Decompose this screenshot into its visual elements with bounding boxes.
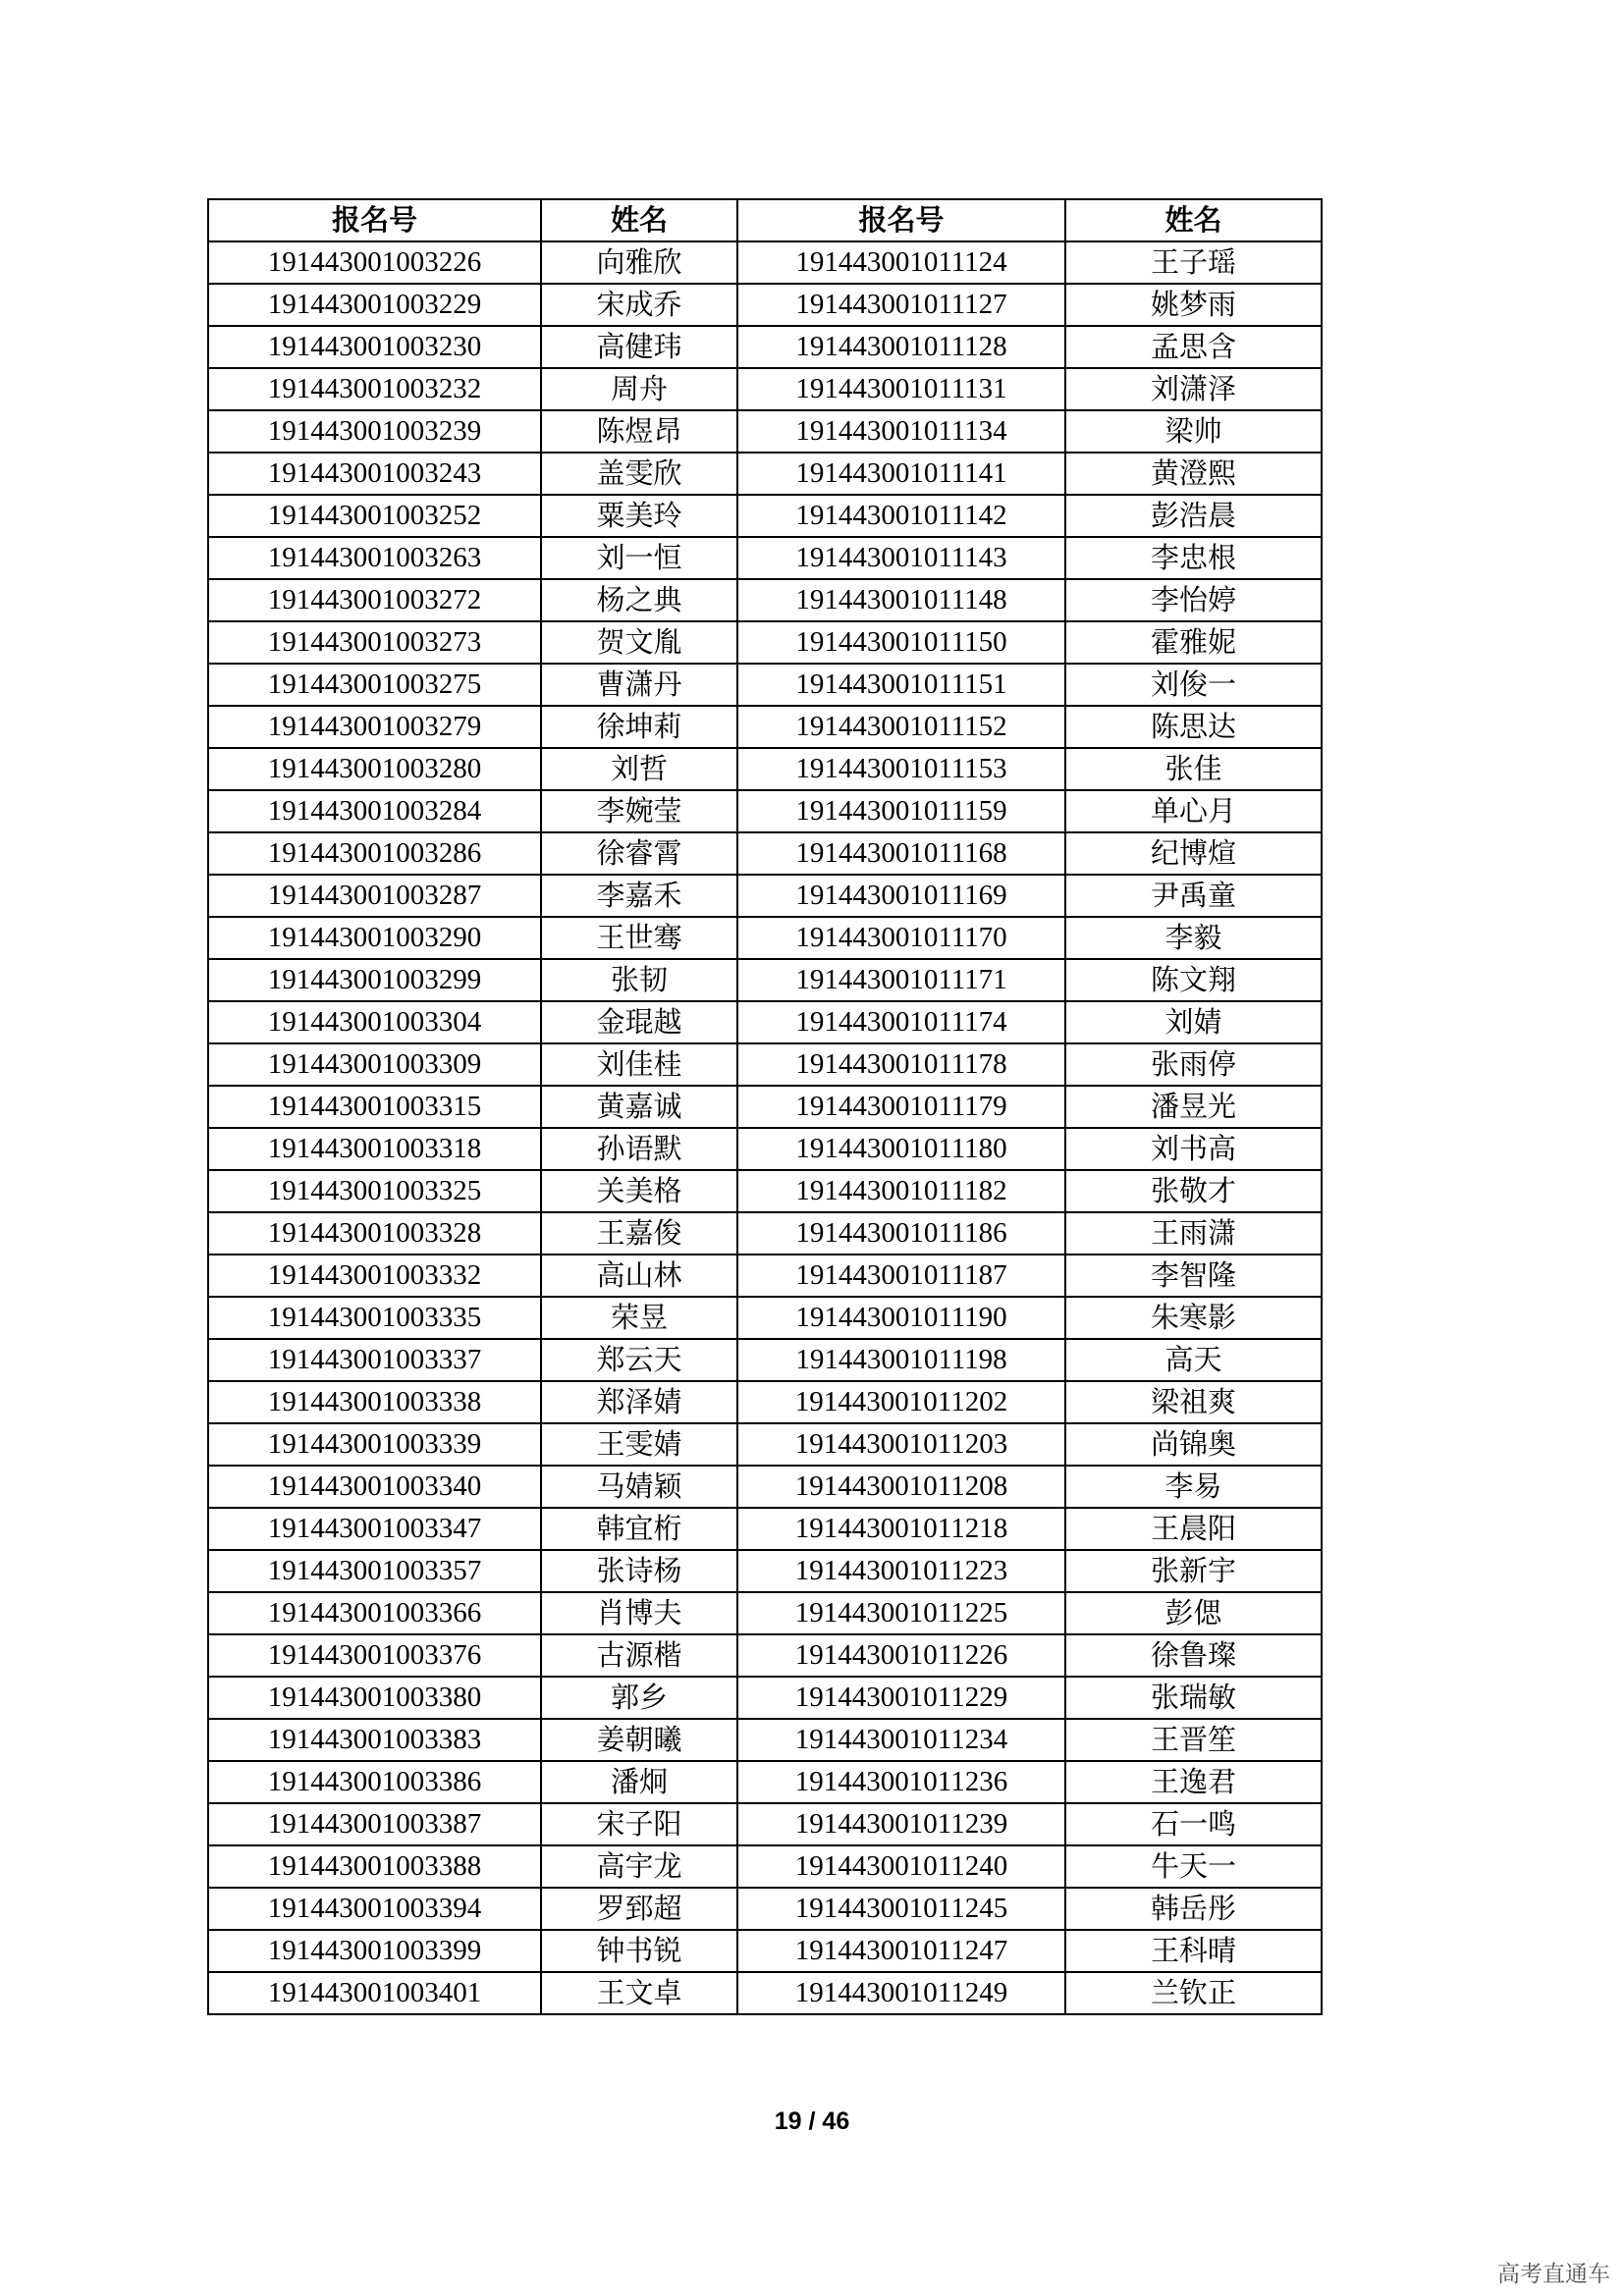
cell-registration-number: 191443001003230 <box>208 326 541 368</box>
table-row <box>208 1255 1322 1297</box>
cell-name: 钟书锐 <box>541 1930 737 1972</box>
table-row <box>208 1086 1322 1128</box>
cell-registration-number: 191443001003340 <box>208 1466 541 1508</box>
cell-registration-number: 191443001003325 <box>208 1170 541 1212</box>
cell-name: 刘一恒 <box>541 537 737 579</box>
cell-name: 郭乡 <box>541 1677 737 1719</box>
cell-name: 李智隆 <box>1065 1255 1322 1297</box>
cell-name: 张韧 <box>541 959 737 1001</box>
cell-name: 贺文胤 <box>541 621 737 664</box>
cell-registration-number: 191443001003335 <box>208 1297 541 1339</box>
cell-registration-number: 191443001003229 <box>208 284 541 326</box>
cell-registration-number: 191443001011127 <box>737 284 1065 326</box>
cell-registration-number: 191443001003252 <box>208 495 541 537</box>
cell-registration-number: 191443001011229 <box>737 1677 1065 1719</box>
cell-registration-number: 191443001003386 <box>208 1761 541 1803</box>
cell-name: 潘炯 <box>541 1761 737 1803</box>
cell-registration-number: 191443001003328 <box>208 1212 541 1255</box>
table-row <box>208 664 1322 706</box>
table-row <box>208 621 1322 664</box>
cell-name: 高健玮 <box>541 326 737 368</box>
cell-name: 孟思含 <box>1065 326 1322 368</box>
cell-registration-number: 191443001011131 <box>737 368 1065 410</box>
cell-name: 徐鲁璨 <box>1065 1634 1322 1677</box>
cell-registration-number: 191443001003287 <box>208 875 541 917</box>
table-row <box>208 1930 1322 1972</box>
cell-registration-number: 191443001003318 <box>208 1128 541 1170</box>
cell-registration-number: 191443001003388 <box>208 1845 541 1888</box>
cell-name: 关美格 <box>541 1170 737 1212</box>
cell-name: 盖雯欣 <box>541 453 737 495</box>
cell-registration-number: 191443001011170 <box>737 917 1065 959</box>
cell-registration-number: 191443001003232 <box>208 368 541 410</box>
cell-name: 王科晴 <box>1065 1930 1322 1972</box>
cell-name: 李易 <box>1065 1466 1322 1508</box>
header-registration-number: 报名号 <box>737 199 1065 241</box>
cell-name: 宋成乔 <box>541 284 737 326</box>
cell-registration-number: 191443001003280 <box>208 748 541 790</box>
table-row <box>208 537 1322 579</box>
cell-registration-number: 191443001003339 <box>208 1423 541 1466</box>
cell-registration-number: 191443001003299 <box>208 959 541 1001</box>
cell-registration-number: 191443001003338 <box>208 1381 541 1423</box>
table-row <box>208 1381 1322 1423</box>
cell-name: 姚梦雨 <box>1065 284 1322 326</box>
cell-name: 杨之典 <box>541 579 737 621</box>
cell-registration-number: 191443001003366 <box>208 1592 541 1634</box>
table-row <box>208 832 1322 875</box>
cell-registration-number: 191443001003272 <box>208 579 541 621</box>
cell-registration-number: 191443001003399 <box>208 1930 541 1972</box>
table-row <box>208 1550 1322 1592</box>
table-row <box>208 1466 1322 1508</box>
cell-name: 张诗杨 <box>541 1550 737 1592</box>
cell-name: 肖博夫 <box>541 1592 737 1634</box>
cell-name: 尹禹童 <box>1065 875 1322 917</box>
cell-name: 刘俊一 <box>1065 664 1322 706</box>
cell-registration-number: 191443001003357 <box>208 1550 541 1592</box>
cell-name: 牛天一 <box>1065 1845 1322 1888</box>
table-row <box>208 284 1322 326</box>
cell-registration-number: 191443001011223 <box>737 1550 1065 1592</box>
cell-registration-number: 191443001011218 <box>737 1508 1065 1550</box>
cell-name: 李怡婷 <box>1065 579 1322 621</box>
cell-registration-number: 191443001011234 <box>737 1719 1065 1761</box>
cell-name: 宋子阳 <box>541 1803 737 1845</box>
table-row <box>208 790 1322 832</box>
cell-name: 张新宇 <box>1065 1550 1322 1592</box>
cell-name: 潘昱光 <box>1065 1086 1322 1128</box>
table-body <box>208 241 1322 2014</box>
table-row <box>208 453 1322 495</box>
cell-registration-number: 191443001003394 <box>208 1888 541 1930</box>
cell-registration-number: 191443001011186 <box>737 1212 1065 1255</box>
cell-name: 粟美玲 <box>541 495 737 537</box>
cell-name: 兰钦正 <box>1065 1972 1322 2014</box>
cell-registration-number: 191443001011198 <box>737 1339 1065 1381</box>
cell-name: 刘潇泽 <box>1065 368 1322 410</box>
table-row <box>208 495 1322 537</box>
cell-registration-number: 191443001011174 <box>737 1001 1065 1043</box>
table-row <box>208 959 1322 1001</box>
cell-registration-number: 191443001011208 <box>737 1466 1065 1508</box>
cell-name: 李婉莹 <box>541 790 737 832</box>
cell-registration-number: 191443001003309 <box>208 1043 541 1086</box>
table-row <box>208 1972 1322 2014</box>
cell-registration-number: 191443001003376 <box>208 1634 541 1677</box>
cell-registration-number: 191443001011180 <box>737 1128 1065 1170</box>
header-name: 姓名 <box>541 199 737 241</box>
cell-registration-number: 191443001011247 <box>737 1930 1065 1972</box>
cell-registration-number: 191443001011124 <box>737 241 1065 284</box>
cell-registration-number: 191443001011142 <box>737 495 1065 537</box>
cell-name: 陈文翔 <box>1065 959 1322 1001</box>
table-row <box>208 748 1322 790</box>
cell-registration-number: 191443001011169 <box>737 875 1065 917</box>
cell-name: 朱寒影 <box>1065 1297 1322 1339</box>
cell-name: 黄嘉诚 <box>541 1086 737 1128</box>
cell-registration-number: 191443001011171 <box>737 959 1065 1001</box>
cell-registration-number: 191443001011202 <box>737 1381 1065 1423</box>
cell-registration-number: 191443001011187 <box>737 1255 1065 1297</box>
cell-registration-number: 191443001011178 <box>737 1043 1065 1086</box>
cell-name: 陈思达 <box>1065 706 1322 748</box>
cell-registration-number: 191443001011128 <box>737 326 1065 368</box>
cell-name: 王雯婧 <box>541 1423 737 1466</box>
cell-name: 高天 <box>1065 1339 1322 1381</box>
cell-name: 高宇龙 <box>541 1845 737 1888</box>
cell-name: 韩岳彤 <box>1065 1888 1322 1930</box>
table-row <box>208 368 1322 410</box>
cell-name: 王嘉俊 <box>541 1212 737 1255</box>
table-row <box>208 1677 1322 1719</box>
cell-registration-number: 191443001011190 <box>737 1297 1065 1339</box>
cell-registration-number: 191443001011203 <box>737 1423 1065 1466</box>
header-registration-number: 报名号 <box>208 199 541 241</box>
cell-registration-number: 191443001003383 <box>208 1719 541 1761</box>
table-row <box>208 1845 1322 1888</box>
cell-name: 单心月 <box>1065 790 1322 832</box>
cell-name: 纪博煊 <box>1065 832 1322 875</box>
cell-registration-number: 191443001011143 <box>737 537 1065 579</box>
watermark: 高考直通车 <box>1497 2262 1610 2287</box>
cell-registration-number: 191443001011159 <box>737 790 1065 832</box>
cell-registration-number: 191443001003380 <box>208 1677 541 1719</box>
cell-name: 荣昱 <box>541 1297 737 1339</box>
cell-name: 梁帅 <box>1065 410 1322 453</box>
cell-registration-number: 191443001011150 <box>737 621 1065 664</box>
cell-registration-number: 191443001011249 <box>737 1972 1065 2014</box>
cell-name: 高山林 <box>541 1255 737 1297</box>
cell-name: 刘书高 <box>1065 1128 1322 1170</box>
table-row <box>208 579 1322 621</box>
cell-registration-number: 191443001003279 <box>208 706 541 748</box>
table-row <box>208 1888 1322 1930</box>
cell-name: 梁祖爽 <box>1065 1381 1322 1423</box>
cell-name: 石一鸣 <box>1065 1803 1322 1845</box>
cell-name: 马婧颖 <box>541 1466 737 1508</box>
cell-name: 古源楷 <box>541 1634 737 1677</box>
table-row <box>208 1634 1322 1677</box>
cell-registration-number: 191443001003263 <box>208 537 541 579</box>
cell-name: 罗郅超 <box>541 1888 737 1930</box>
cell-name: 尚锦奥 <box>1065 1423 1322 1466</box>
cell-registration-number: 191443001011240 <box>737 1845 1065 1888</box>
cell-registration-number: 191443001011182 <box>737 1170 1065 1212</box>
table-row <box>208 1043 1322 1086</box>
cell-registration-number: 191443001011179 <box>737 1086 1065 1128</box>
table-row <box>208 1128 1322 1170</box>
cell-name: 郑泽婧 <box>541 1381 737 1423</box>
table-row <box>208 1339 1322 1381</box>
cell-name: 刘佳桂 <box>541 1043 737 1086</box>
table-row <box>208 875 1322 917</box>
table-row <box>208 1001 1322 1043</box>
cell-name: 王晨阳 <box>1065 1508 1322 1550</box>
cell-registration-number: 191443001003273 <box>208 621 541 664</box>
cell-name: 张佳 <box>1065 748 1322 790</box>
cell-name: 王世骞 <box>541 917 737 959</box>
cell-registration-number: 191443001003347 <box>208 1508 541 1550</box>
cell-registration-number: 191443001003286 <box>208 832 541 875</box>
cell-name: 彭浩晨 <box>1065 495 1322 537</box>
cell-name: 刘哲 <box>541 748 737 790</box>
cell-name: 王文卓 <box>541 1972 737 2014</box>
cell-registration-number: 191443001011168 <box>737 832 1065 875</box>
cell-registration-number: 191443001011225 <box>737 1592 1065 1634</box>
cell-name: 刘婧 <box>1065 1001 1322 1043</box>
cell-name: 曹潇丹 <box>541 664 737 706</box>
cell-registration-number: 191443001003315 <box>208 1086 541 1128</box>
cell-registration-number: 191443001003337 <box>208 1339 541 1381</box>
cell-registration-number: 191443001011236 <box>737 1761 1065 1803</box>
table-row <box>208 410 1322 453</box>
cell-registration-number: 191443001003387 <box>208 1803 541 1845</box>
cell-registration-number: 191443001011148 <box>737 579 1065 621</box>
cell-name: 张雨停 <box>1065 1043 1322 1086</box>
cell-name: 韩宜桁 <box>541 1508 737 1550</box>
cell-name: 周舟 <box>541 368 737 410</box>
cell-registration-number: 191443001003239 <box>208 410 541 453</box>
cell-registration-number: 191443001011141 <box>737 453 1065 495</box>
cell-name: 陈煜昂 <box>541 410 737 453</box>
cell-registration-number: 191443001003304 <box>208 1001 541 1043</box>
cell-registration-number: 191443001011226 <box>737 1634 1065 1677</box>
table-row <box>208 917 1322 959</box>
table-row <box>208 1423 1322 1466</box>
cell-name: 黄澄熙 <box>1065 453 1322 495</box>
cell-name: 王雨潇 <box>1065 1212 1322 1255</box>
cell-registration-number: 191443001011239 <box>737 1803 1065 1845</box>
page-number: 19 / 46 <box>774 2108 850 2135</box>
cell-name: 李嘉禾 <box>541 875 737 917</box>
cell-registration-number: 191443001011152 <box>737 706 1065 748</box>
cell-registration-number: 191443001011134 <box>737 410 1065 453</box>
table-row <box>208 1719 1322 1761</box>
cell-registration-number: 191443001003226 <box>208 241 541 284</box>
cell-registration-number: 191443001003401 <box>208 1972 541 2014</box>
table-row <box>208 241 1322 284</box>
cell-name: 孙语默 <box>541 1128 737 1170</box>
cell-name: 向雅欣 <box>541 241 737 284</box>
table-row <box>208 326 1322 368</box>
cell-name: 郑云天 <box>541 1339 737 1381</box>
cell-name: 彭偲 <box>1065 1592 1322 1634</box>
cell-name: 霍雅妮 <box>1065 621 1322 664</box>
cell-registration-number: 191443001011153 <box>737 748 1065 790</box>
cell-registration-number: 191443001003284 <box>208 790 541 832</box>
cell-name: 李忠根 <box>1065 537 1322 579</box>
table-row <box>208 1212 1322 1255</box>
cell-name: 徐睿霄 <box>541 832 737 875</box>
table-row <box>208 1297 1322 1339</box>
cell-name: 王逸君 <box>1065 1761 1322 1803</box>
table-row <box>208 1761 1322 1803</box>
cell-name: 金琨越 <box>541 1001 737 1043</box>
table-row <box>208 1592 1322 1634</box>
cell-registration-number: 191443001011245 <box>737 1888 1065 1930</box>
cell-registration-number: 191443001003243 <box>208 453 541 495</box>
header-name: 姓名 <box>1065 199 1322 241</box>
registration-table <box>207 198 1323 2015</box>
cell-registration-number: 191443001011151 <box>737 664 1065 706</box>
cell-registration-number: 191443001003290 <box>208 917 541 959</box>
table-row <box>208 1803 1322 1845</box>
table-row <box>208 706 1322 748</box>
cell-name: 王子瑶 <box>1065 241 1322 284</box>
cell-registration-number: 191443001003275 <box>208 664 541 706</box>
cell-name: 徐坤莉 <box>541 706 737 748</box>
table-row <box>208 1170 1322 1212</box>
cell-name: 王晋笙 <box>1065 1719 1322 1761</box>
cell-registration-number: 191443001003332 <box>208 1255 541 1297</box>
cell-name: 李毅 <box>1065 917 1322 959</box>
cell-name: 张敬才 <box>1065 1170 1322 1212</box>
cell-name: 姜朝曦 <box>541 1719 737 1761</box>
table-header-row <box>208 199 1322 241</box>
table-row <box>208 1508 1322 1550</box>
cell-name: 张瑞敏 <box>1065 1677 1322 1719</box>
